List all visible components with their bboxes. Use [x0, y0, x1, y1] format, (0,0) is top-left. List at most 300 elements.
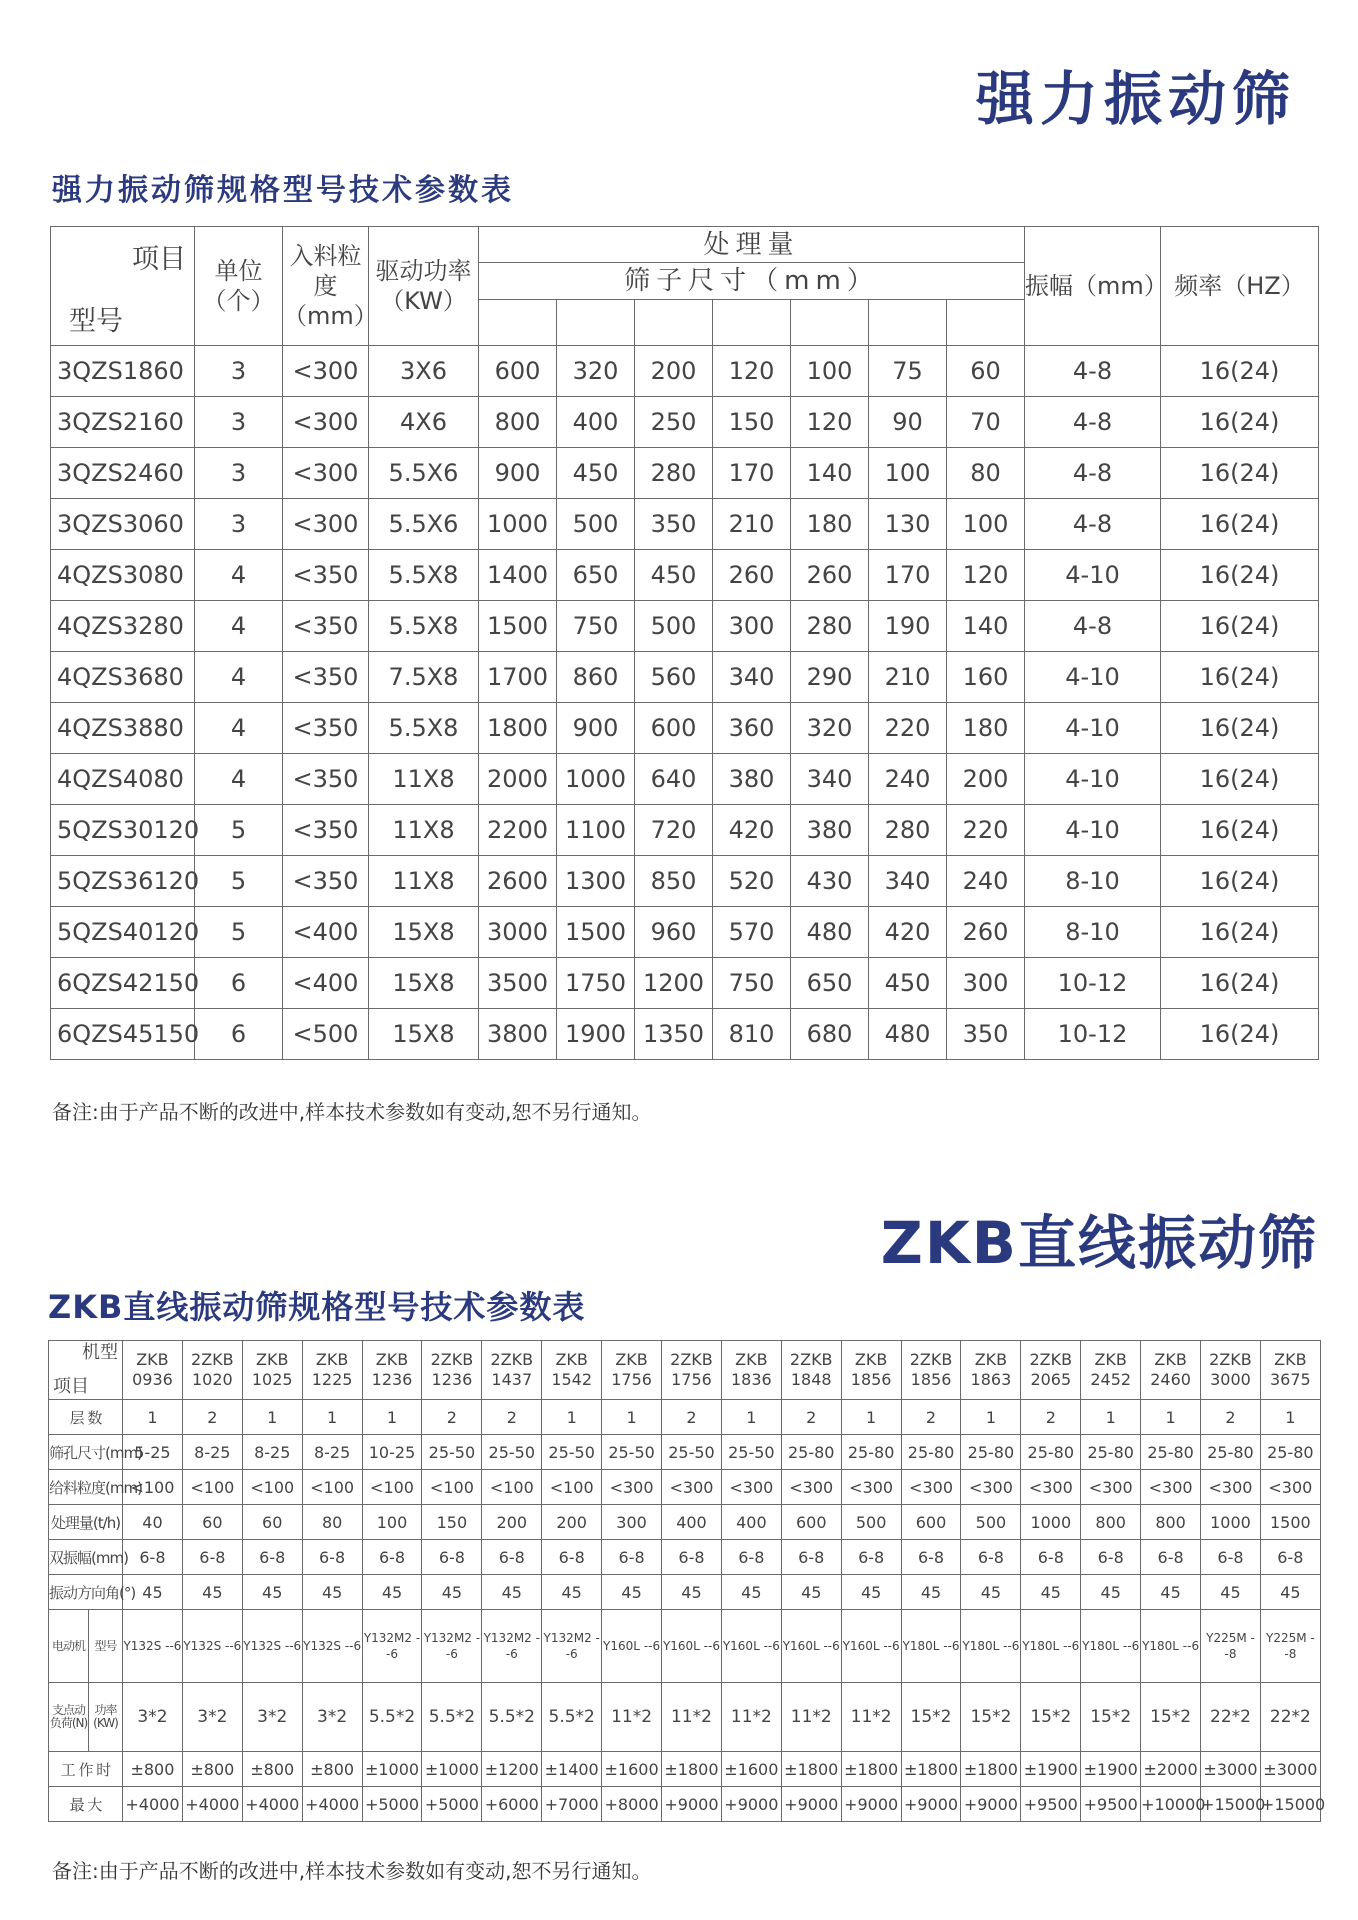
value-cell: 22*2	[1201, 1683, 1261, 1752]
value-cell: <300	[901, 1470, 961, 1505]
value-cell: <500	[283, 1009, 369, 1060]
model-header	[422, 1341, 482, 1400]
header-capacity: 处理量	[479, 227, 1025, 263]
value-cell: 800	[1141, 1505, 1201, 1540]
value-cell: <100	[542, 1470, 602, 1505]
value-cell: 380	[791, 805, 869, 856]
value-cell: 1900	[557, 1009, 635, 1060]
value-cell: 400	[557, 397, 635, 448]
value-cell: 16(24)	[1161, 754, 1319, 805]
value-cell: 750	[557, 601, 635, 652]
value-cell: 160	[947, 652, 1025, 703]
value-cell: 400	[662, 1505, 722, 1540]
value-cell: <100	[302, 1470, 362, 1505]
value-cell: <300	[1021, 1470, 1081, 1505]
value-cell: 4-8	[1025, 448, 1161, 499]
value-cell: 1	[602, 1400, 662, 1435]
model-cell: 6QZS45150	[51, 1009, 195, 1060]
value-cell: 2000	[479, 754, 557, 805]
value-cell: 22*2	[1260, 1683, 1320, 1752]
value-cell: 25-80	[901, 1435, 961, 1470]
value-cell: 4-8	[1025, 499, 1161, 550]
value-cell: Y132S --6	[182, 1610, 242, 1683]
row-label: 层 数	[49, 1400, 123, 1435]
value-cell: ±1800	[662, 1752, 722, 1787]
header-power: 驱动功率（KW）	[369, 227, 479, 346]
value-cell: 25-50	[662, 1435, 722, 1470]
value-cell: 500	[635, 601, 713, 652]
section2-note: 备注:由于产品不断的改进中,样本技术参数如有变动,恕不另行通知。	[52, 1859, 652, 1883]
value-cell: 900	[557, 703, 635, 754]
table-row	[49, 1683, 1321, 1752]
value-cell: Y160L --6	[602, 1610, 662, 1683]
corner-header-cell	[51, 227, 195, 346]
vibrating-screen-spec-table	[50, 226, 1319, 1060]
value-cell: 25-50	[482, 1435, 542, 1470]
value-cell: 3000	[479, 907, 557, 958]
value-cell: <350	[283, 754, 369, 805]
value-cell: 1	[242, 1400, 302, 1435]
value-cell: 3	[195, 499, 283, 550]
table-row	[51, 499, 1319, 550]
model-cell: 6QZS42150	[51, 958, 195, 1009]
value-cell: 960	[635, 907, 713, 958]
power-label: 功率(KW)	[89, 1683, 123, 1752]
load-label: 支点动负荷(N)	[49, 1683, 89, 1752]
section2-subtitle: ZKB直线振动筛规格型号技术参数表	[48, 1288, 586, 1326]
value-cell: 25-50	[422, 1435, 482, 1470]
value-cell: 100	[791, 346, 869, 397]
model-cell: 4QZS3280	[51, 601, 195, 652]
section2-title: ZKB直线振动筛	[880, 1209, 1318, 1277]
value-cell: <300	[602, 1470, 662, 1505]
value-cell: 1000	[1021, 1505, 1081, 1540]
value-cell: Y160L --6	[662, 1610, 722, 1683]
value-cell: 3*2	[182, 1683, 242, 1752]
table-row	[49, 1470, 1321, 1505]
value-cell: 11*2	[602, 1683, 662, 1752]
value-cell: 10-25	[362, 1435, 422, 1470]
value-cell: 6-8	[602, 1540, 662, 1575]
value-cell: 11X8	[369, 754, 479, 805]
value-cell: 25-80	[781, 1435, 841, 1470]
value-cell: 300	[713, 601, 791, 652]
value-cell: 600	[781, 1505, 841, 1540]
value-cell: 2	[422, 1400, 482, 1435]
model-header-label: ZKB 1856	[850, 1350, 892, 1389]
model-header-label: ZKB 1225	[311, 1350, 353, 1389]
value-cell: 45	[542, 1575, 602, 1610]
value-cell: 200	[482, 1505, 542, 1540]
value-cell: 1	[1141, 1400, 1201, 1435]
value-cell: 100	[869, 448, 947, 499]
value-cell: 15*2	[1141, 1683, 1201, 1752]
value-cell: 500	[841, 1505, 901, 1540]
value-cell: 450	[557, 448, 635, 499]
value-cell: <100	[242, 1470, 302, 1505]
value-cell: 1	[961, 1400, 1021, 1435]
row-label: 双振幅(mm)	[49, 1540, 123, 1575]
value-cell: 6-8	[1021, 1540, 1081, 1575]
model-header-label: ZKB 2452	[1090, 1350, 1132, 1389]
model-header-label: ZKB 1863	[970, 1350, 1012, 1389]
row-label: 筛孔尺寸(mm)	[49, 1435, 123, 1470]
value-cell: 4	[195, 754, 283, 805]
corner-header-model: 机型	[82, 1342, 118, 1363]
value-cell: 1200	[635, 958, 713, 1009]
value-cell: 170	[713, 448, 791, 499]
value-cell: 220	[869, 703, 947, 754]
value-cell: 7.5X8	[369, 652, 479, 703]
value-cell: <300	[841, 1470, 901, 1505]
model-header	[1141, 1341, 1201, 1400]
header-blank	[713, 299, 791, 345]
value-cell: +9000	[721, 1787, 781, 1822]
model-header	[123, 1341, 183, 1400]
value-cell: Y160L --6	[721, 1610, 781, 1683]
header-mesh-size: 筛子尺寸（mm）	[479, 263, 1025, 299]
value-cell: 320	[791, 703, 869, 754]
value-cell: 75	[869, 346, 947, 397]
value-cell: 4-8	[1025, 397, 1161, 448]
value-cell: 4-10	[1025, 550, 1161, 601]
value-cell: 25-80	[1260, 1435, 1320, 1470]
value-cell: 1000	[557, 754, 635, 805]
value-cell: 6-8	[422, 1540, 482, 1575]
value-cell: +4000	[242, 1787, 302, 1822]
value-cell: Y132M2 --6	[362, 1610, 422, 1683]
value-cell: 1300	[557, 856, 635, 907]
value-cell: 430	[791, 856, 869, 907]
value-cell: 480	[869, 1009, 947, 1060]
value-cell: 25-50	[542, 1435, 602, 1470]
value-cell: 45	[242, 1575, 302, 1610]
header-amplitude: 振幅（mm）	[1025, 227, 1161, 346]
value-cell: 16(24)	[1161, 856, 1319, 907]
value-cell: 60	[947, 346, 1025, 397]
model-header-label: ZKB 0936	[132, 1350, 173, 1389]
value-cell: 6-8	[302, 1540, 362, 1575]
value-cell: 4-10	[1025, 754, 1161, 805]
value-cell: 1	[841, 1400, 901, 1435]
value-cell: 280	[635, 448, 713, 499]
value-cell: ±1600	[602, 1752, 662, 1787]
value-cell: Y160L --6	[781, 1610, 841, 1683]
value-cell: <300	[283, 448, 369, 499]
model-header-label: 2ZKB 1020	[191, 1350, 234, 1389]
model-header	[721, 1341, 781, 1400]
value-cell: 16(24)	[1161, 448, 1319, 499]
table-row	[51, 805, 1319, 856]
value-cell: 2	[182, 1400, 242, 1435]
value-cell: 320	[557, 346, 635, 397]
value-cell: 1400	[479, 550, 557, 601]
value-cell: <300	[1141, 1470, 1201, 1505]
zkb-spec-table	[48, 1340, 1326, 1822]
value-cell: 600	[635, 703, 713, 754]
value-cell: 5	[195, 805, 283, 856]
value-cell: <100	[123, 1470, 183, 1505]
value-cell: 120	[713, 346, 791, 397]
model-header-label: ZKB 1542	[551, 1350, 593, 1389]
value-cell: 16(24)	[1161, 550, 1319, 601]
value-cell: ±2000	[1141, 1752, 1201, 1787]
value-cell: 3500	[479, 958, 557, 1009]
value-cell: <300	[1081, 1470, 1141, 1505]
value-cell: 200	[635, 346, 713, 397]
value-cell: Y132M2 --6	[482, 1610, 542, 1683]
value-cell: 16(24)	[1161, 601, 1319, 652]
value-cell: 80	[302, 1505, 362, 1540]
model-header-label: 2ZKB 1437	[490, 1350, 534, 1389]
value-cell: 45	[1141, 1575, 1201, 1610]
value-cell: <400	[283, 958, 369, 1009]
value-cell: 16(24)	[1161, 958, 1319, 1009]
value-cell: 3*2	[302, 1683, 362, 1752]
value-cell: 6-8	[362, 1540, 422, 1575]
value-cell: 1500	[557, 907, 635, 958]
value-cell: 45	[1260, 1575, 1320, 1610]
value-cell: +4000	[182, 1787, 242, 1822]
section1-title: 强力振动筛	[975, 65, 1296, 133]
value-cell: 4-8	[1025, 601, 1161, 652]
value-cell: 6-8	[901, 1540, 961, 1575]
value-cell: <350	[283, 652, 369, 703]
value-cell: 800	[1081, 1505, 1141, 1540]
value-cell: 290	[791, 652, 869, 703]
value-cell: 45	[961, 1575, 1021, 1610]
value-cell: <300	[283, 499, 369, 550]
model-cell: 5QZS36120	[51, 856, 195, 907]
header-blank	[947, 299, 1025, 345]
table-row	[51, 703, 1319, 754]
value-cell: ±1400	[542, 1752, 602, 1787]
model-header-label: 2ZKB 1848	[789, 1350, 833, 1389]
value-cell: Y180L --6	[901, 1610, 961, 1683]
value-cell: 4	[195, 601, 283, 652]
row-label: 工 作 时	[49, 1752, 123, 1787]
value-cell: ±3000	[1201, 1752, 1261, 1787]
value-cell: 6-8	[1141, 1540, 1201, 1575]
value-cell: 5.5X8	[369, 601, 479, 652]
value-cell: 5.5X6	[369, 448, 479, 499]
model-header	[1201, 1341, 1261, 1400]
value-cell: 25-80	[961, 1435, 1021, 1470]
header-unit: 单位（个）	[195, 227, 283, 346]
model-header-label: 2ZKB 1856	[909, 1350, 953, 1389]
value-cell: 16(24)	[1161, 703, 1319, 754]
value-cell: +10000	[1141, 1787, 1201, 1822]
value-cell: <300	[662, 1470, 722, 1505]
value-cell: +9000	[901, 1787, 961, 1822]
value-cell: ±1000	[362, 1752, 422, 1787]
model-header	[901, 1341, 961, 1400]
value-cell: 6	[195, 1009, 283, 1060]
value-cell: 650	[791, 958, 869, 1009]
value-cell: 8-10	[1025, 907, 1161, 958]
value-cell: +4000	[123, 1787, 183, 1822]
model-header-label: ZKB 1756	[611, 1350, 652, 1389]
value-cell: 2200	[479, 805, 557, 856]
value-cell: 45	[602, 1575, 662, 1610]
value-cell: 25-50	[721, 1435, 781, 1470]
value-cell: 15X8	[369, 907, 479, 958]
value-cell: <300	[781, 1470, 841, 1505]
value-cell: 180	[791, 499, 869, 550]
value-cell: 240	[947, 856, 1025, 907]
value-cell: ±1900	[1081, 1752, 1141, 1787]
value-cell: 8-25	[242, 1435, 302, 1470]
value-cell: 15X8	[369, 958, 479, 1009]
model-header-label: 2ZKB 1756	[670, 1350, 713, 1389]
value-cell: +5000	[422, 1787, 482, 1822]
value-cell: 680	[791, 1009, 869, 1060]
value-cell: 1	[302, 1400, 362, 1435]
table-row	[49, 1540, 1321, 1575]
value-cell: 60	[242, 1505, 302, 1540]
value-cell: 3X6	[369, 346, 479, 397]
value-cell: ±800	[123, 1752, 183, 1787]
model-header	[302, 1341, 362, 1400]
value-cell: 90	[869, 397, 947, 448]
value-cell: ±1600	[721, 1752, 781, 1787]
table-row	[49, 1752, 1321, 1787]
value-cell: 340	[791, 754, 869, 805]
model-header-label: ZKB 1236	[371, 1350, 413, 1389]
value-cell: 140	[947, 601, 1025, 652]
model-header	[1021, 1341, 1081, 1400]
value-cell: 45	[721, 1575, 781, 1610]
value-cell: ±800	[182, 1752, 242, 1787]
value-cell: 11X8	[369, 805, 479, 856]
value-cell: 360	[713, 703, 791, 754]
value-cell: 5	[195, 856, 283, 907]
corner-header-model: 型号	[69, 306, 123, 337]
value-cell: 2	[662, 1400, 722, 1435]
value-cell: 150	[422, 1505, 482, 1540]
header-blank	[557, 299, 635, 345]
value-cell: <100	[362, 1470, 422, 1505]
value-cell: 720	[635, 805, 713, 856]
value-cell: 5.5*2	[362, 1683, 422, 1752]
value-cell: 16(24)	[1161, 346, 1319, 397]
value-cell: 6-8	[1260, 1540, 1320, 1575]
model-cell: 4QZS3680	[51, 652, 195, 703]
value-cell: 2	[781, 1400, 841, 1435]
value-cell: 11X8	[369, 856, 479, 907]
value-cell: 400	[721, 1505, 781, 1540]
value-cell: 280	[791, 601, 869, 652]
value-cell: 170	[869, 550, 947, 601]
value-cell: <300	[961, 1470, 1021, 1505]
value-cell: 16(24)	[1161, 1009, 1319, 1060]
value-cell: 1	[721, 1400, 781, 1435]
value-cell: 11*2	[662, 1683, 722, 1752]
value-cell: 350	[635, 499, 713, 550]
value-cell: 3	[195, 448, 283, 499]
value-cell: 5.5X8	[369, 550, 479, 601]
table-row	[49, 1505, 1321, 1540]
value-cell: 1500	[1260, 1505, 1320, 1540]
value-cell: +7000	[542, 1787, 602, 1822]
value-cell: <300	[1260, 1470, 1320, 1505]
table-row	[49, 1787, 1321, 1822]
value-cell: 70	[947, 397, 1025, 448]
value-cell: <100	[182, 1470, 242, 1505]
value-cell: ±3000	[1260, 1752, 1320, 1787]
value-cell: <100	[422, 1470, 482, 1505]
value-cell: 570	[713, 907, 791, 958]
value-cell: 350	[947, 1009, 1025, 1060]
value-cell: 1800	[479, 703, 557, 754]
value-cell: 15X8	[369, 1009, 479, 1060]
value-cell: 15*2	[961, 1683, 1021, 1752]
value-cell: 300	[947, 958, 1025, 1009]
model-cell: 4QZS3880	[51, 703, 195, 754]
value-cell: Y180L --6	[1141, 1610, 1201, 1683]
value-cell: 45	[422, 1575, 482, 1610]
model-header	[662, 1341, 722, 1400]
value-cell: 15*2	[1081, 1683, 1141, 1752]
value-cell: Y132M2 --6	[542, 1610, 602, 1683]
table-row	[51, 346, 1319, 397]
value-cell: 45	[841, 1575, 901, 1610]
model-cell: 4QZS4080	[51, 754, 195, 805]
value-cell: 45	[482, 1575, 542, 1610]
value-cell: 11*2	[721, 1683, 781, 1752]
value-cell: 900	[479, 448, 557, 499]
value-cell: 5-25	[123, 1435, 183, 1470]
value-cell: ±800	[242, 1752, 302, 1787]
value-cell: 340	[713, 652, 791, 703]
value-cell: ±1900	[1021, 1752, 1081, 1787]
value-cell: 210	[869, 652, 947, 703]
value-cell: 750	[713, 958, 791, 1009]
value-cell: 45	[662, 1575, 722, 1610]
value-cell: Y160L --6	[841, 1610, 901, 1683]
value-cell: 6-8	[662, 1540, 722, 1575]
value-cell: 5.5*2	[422, 1683, 482, 1752]
value-cell: Y180L --6	[1021, 1610, 1081, 1683]
value-cell: Y180L --6	[1081, 1610, 1141, 1683]
value-cell: 6-8	[781, 1540, 841, 1575]
value-cell: 1100	[557, 805, 635, 856]
value-cell: 860	[557, 652, 635, 703]
value-cell: 240	[869, 754, 947, 805]
value-cell: 6	[195, 958, 283, 1009]
value-cell: 60	[182, 1505, 242, 1540]
value-cell: +9000	[662, 1787, 722, 1822]
value-cell: <350	[283, 550, 369, 601]
value-cell: 380	[713, 754, 791, 805]
value-cell: 2600	[479, 856, 557, 907]
value-cell: 16(24)	[1161, 907, 1319, 958]
value-cell: 3	[195, 346, 283, 397]
value-cell: 6-8	[182, 1540, 242, 1575]
table-row	[49, 1400, 1321, 1435]
value-cell: 4X6	[369, 397, 479, 448]
value-cell: ±1800	[841, 1752, 901, 1787]
model-cell: 5QZS40120	[51, 907, 195, 958]
model-header-label: ZKB 1025	[251, 1350, 293, 1389]
value-cell: 6-8	[1201, 1540, 1261, 1575]
corner-header-item: 项目	[132, 244, 186, 275]
value-cell: 450	[869, 958, 947, 1009]
model-header	[362, 1341, 422, 1400]
header-blank	[791, 299, 869, 345]
value-cell: 25-80	[1021, 1435, 1081, 1470]
table-row	[51, 1009, 1319, 1060]
